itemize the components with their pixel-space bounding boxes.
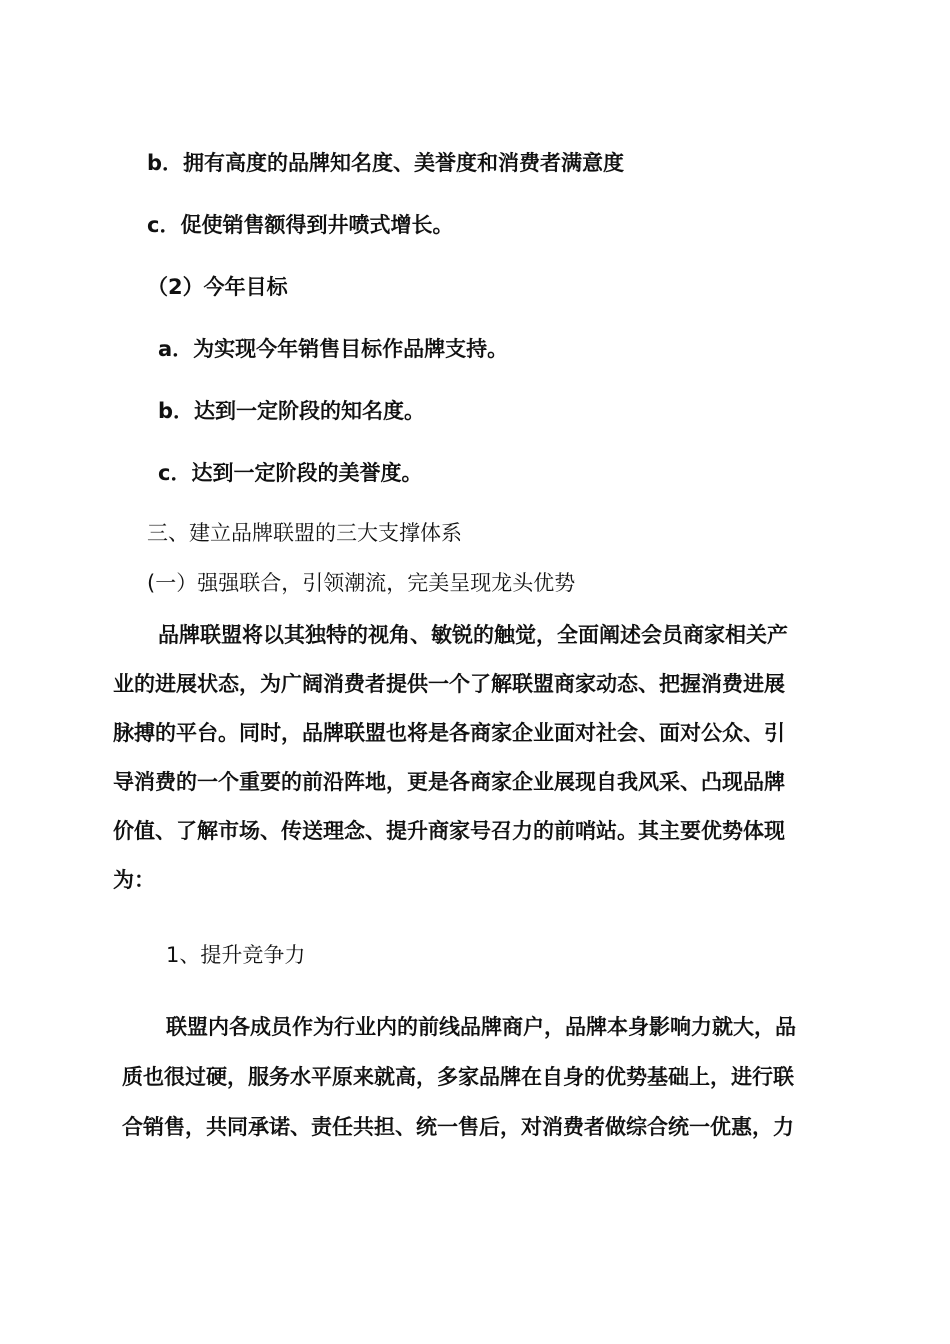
item-a-support: a．为实现今年销售目标作品牌支持。 (158, 337, 509, 361)
paragraph-1-line: 为： (113, 868, 155, 892)
heading-2: （2）今年目标 (147, 275, 288, 299)
paragraph-2-line: 联盟内各成员作为行业内的前线品牌商户，品牌本身影响力就大，品 (166, 1015, 796, 1039)
paragraph-2-line: 质也很过硬，服务水平原来就高，多家品牌在自身的优势基础上，进行联 (122, 1065, 794, 1089)
item-c-reputation: c．达到一定阶段的美誉度。 (158, 461, 423, 485)
point-1-heading: 1、提升竞争力 (166, 943, 306, 967)
paragraph-2-line: 合销售，共同承诺、责任共担、统一售后，对消费者做综合统一优惠，力 (122, 1115, 794, 1139)
paragraph-1-line: 品牌联盟将以其独特的视角、敏锐的触觉，全面阐述会员商家相关产 (158, 623, 788, 647)
section-heading-3: 三、建立品牌联盟的三大支撑体系 (147, 521, 462, 545)
paragraph-1-line: 价值、了解市场、传送理念、提升商家号召力的前哨站。其主要优势体现 (113, 819, 785, 843)
paragraph-1-line: 业的进展状态，为广阔消费者提供一个了解联盟商家动态、把握消费进展 (113, 672, 785, 696)
item-b-brand: b．拥有高度的品牌知名度、美誉度和消费者满意度 (147, 151, 625, 175)
item-c-sales: c．促使销售额得到井喷式增长。 (147, 213, 454, 237)
paragraph-1-line: 脉搏的平台。同时，品牌联盟也将是各商家企业面对社会、面对公众、引 (113, 721, 785, 745)
item-b-awareness: b．达到一定阶段的知名度。 (158, 399, 426, 423)
sub-heading-1: (一）强强联合，引领潮流，完美呈现龙头优势 (147, 571, 576, 595)
paragraph-1-line: 导消费的一个重要的前沿阵地，更是各商家企业展现自我风采、凸现品牌 (113, 770, 785, 794)
